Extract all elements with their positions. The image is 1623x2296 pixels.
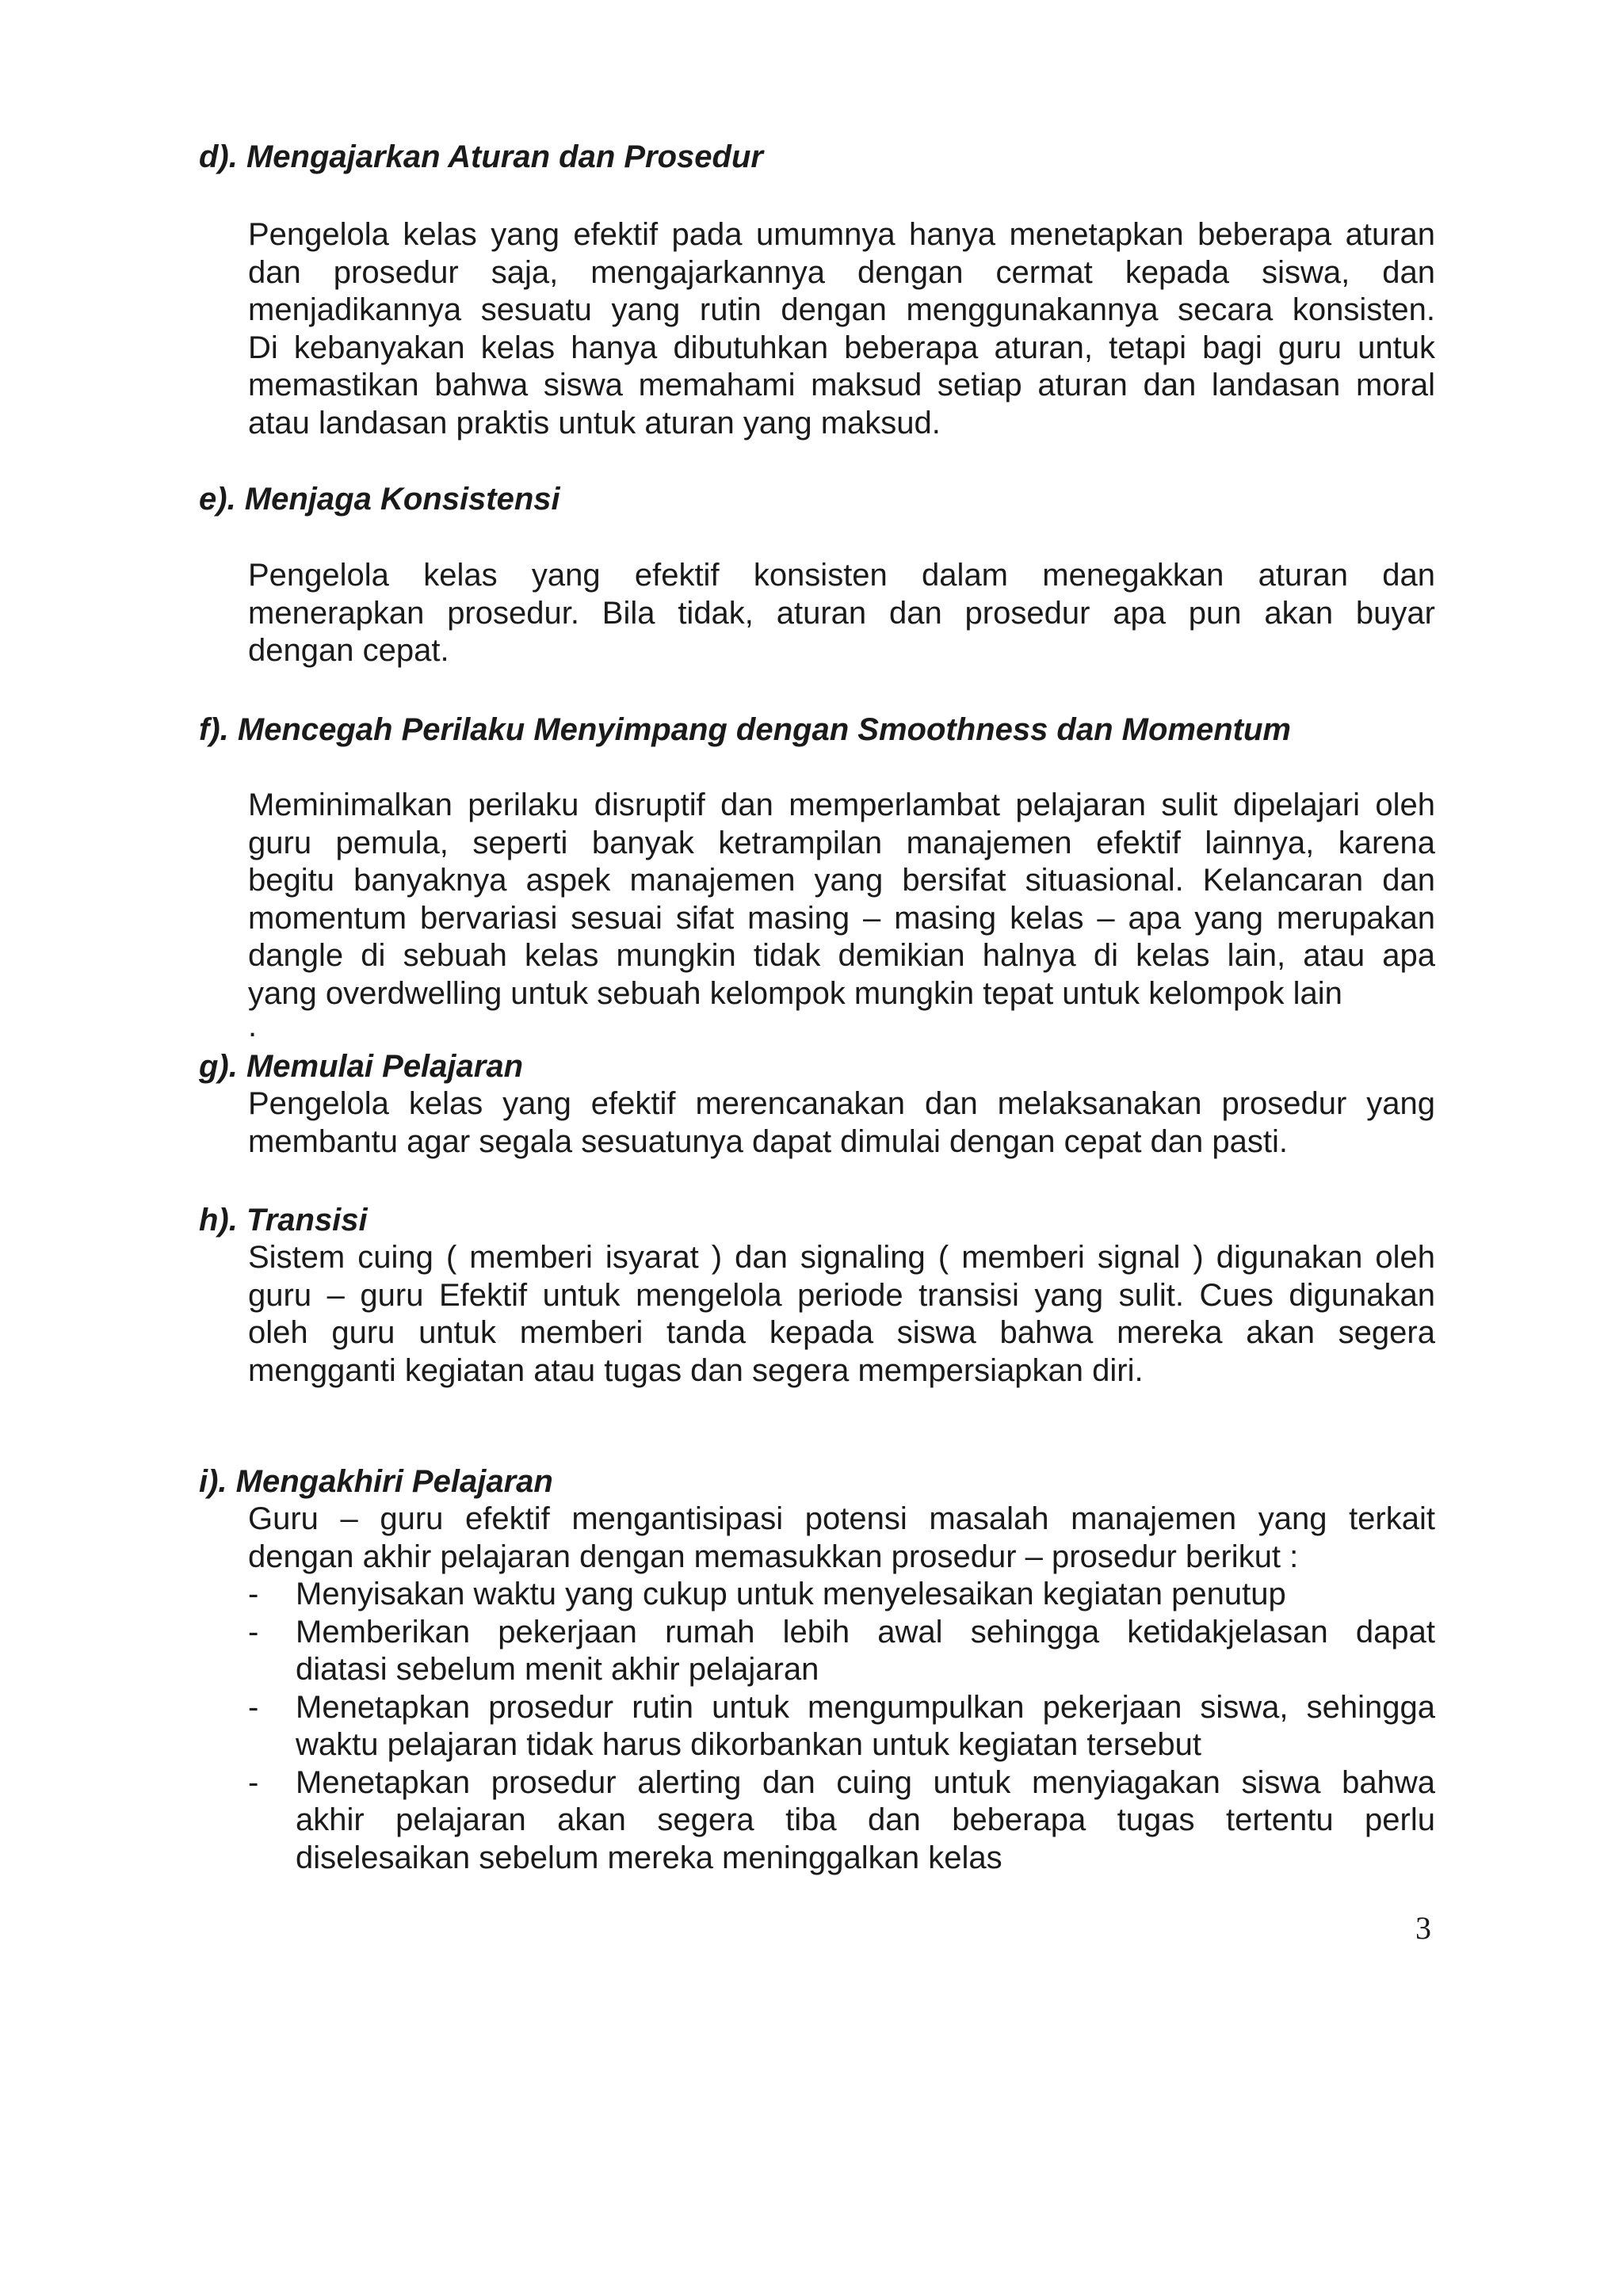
text-line: yang overdwelling untuk sebuah kelompok mungkin tepat untuk kelompok lain bbox=[248, 975, 1342, 1011]
list-item bbox=[248, 1614, 1435, 1689]
section-body-g bbox=[248, 1085, 1435, 1161]
text-line: Menetapkan prosedur rutin untuk mengumpulkan pekerjaan siswa, sehingga bbox=[296, 1689, 1435, 1725]
section-body-d bbox=[248, 216, 1435, 442]
section-body-i bbox=[248, 1501, 1435, 1576]
page-number: 3 bbox=[1415, 1910, 1431, 1946]
list-item bbox=[248, 1689, 1435, 1764]
bullet-dash: - bbox=[248, 1577, 259, 1611]
bullet-dash: - bbox=[248, 1689, 259, 1725]
text-line: akhir pelajaran akan segera tiba dan beberapa tugas tertentu perlu bbox=[296, 1802, 1435, 1837]
bullet-dash: - bbox=[248, 1764, 259, 1800]
list-item bbox=[248, 1764, 1435, 1878]
text-line: Sistem cuing ( memberi isyarat ) dan signaling ( memberi signal ) digunakan oleh bbox=[248, 1240, 1435, 1275]
text-line: membantu agar segala sesuatunya dapat dimulai dengan cepat dan pasti. bbox=[248, 1123, 1289, 1159]
section-heading-g: g). Memulai Pelajaran bbox=[199, 1049, 524, 1084]
text-line: momentum bervariasi sesuai sifat masing – masing kelas – apa yang merupakan bbox=[248, 900, 1435, 936]
text-line: menjadikannya sesuatu yang rutin dengan menggunakannya secara konsisten. bbox=[248, 292, 1435, 327]
text-line: dengan cepat. bbox=[248, 633, 449, 668]
text-line: Guru – guru efektif mengantisipasi potensi masalah manajemen yang terkait bbox=[248, 1501, 1435, 1536]
text-line: memastikan bahwa siswa memahami maksud setiap aturan dan landasan moral bbox=[248, 368, 1435, 402]
text-line: diselesaikan sebelum mereka meninggalkan kelas bbox=[296, 1840, 1002, 1875]
text-line: Meminimalkan perilaku disruptif dan memperlambat pelajaran sulit dipelajari oleh bbox=[248, 788, 1435, 822]
stray-period: . bbox=[248, 1009, 258, 1043]
text-line: menerapkan prosedur. Bila tidak, aturan dan prosedur apa pun akan buyar bbox=[248, 595, 1435, 631]
text-line: Memberikan pekerjaan rumah lebih awal sehingga ketidakjelasan dapat bbox=[296, 1614, 1435, 1650]
section-heading-f: f). Mencegah Perilaku Menyimpang dengan Smoothness dan Momentum bbox=[199, 712, 1291, 747]
text-line: oleh guru untuk memberi tanda kepada siswa bahwa mereka akan segera bbox=[248, 1315, 1435, 1350]
text-line: Menetapkan prosedur alerting dan cuing untuk menyiagakan siswa bahwa bbox=[296, 1764, 1435, 1800]
bullet-dash: - bbox=[248, 1614, 259, 1650]
section-heading-e: e). Menjaga Konsistensi bbox=[199, 482, 560, 517]
text-line: waktu pelajaran tidak harus dikorbankan untuk kegiatan tersebut bbox=[296, 1727, 1201, 1762]
section-body-f bbox=[248, 787, 1435, 1013]
text-line: Pengelola kelas yang efektif konsisten dalam menegakkan aturan dan bbox=[248, 558, 1435, 593]
text-line: dengan akhir pelajaran dengan memasukkan prosedur – prosedur berikut : bbox=[248, 1539, 1299, 1574]
list-item bbox=[248, 1576, 1435, 1614]
text-line: diatasi sebelum menit akhir pelajaran bbox=[296, 1652, 819, 1687]
text-line: Di kebanyakan kelas hanya dibutuhkan beberapa aturan, tetapi bagi guru untuk bbox=[248, 330, 1435, 365]
closing-procedures-list bbox=[248, 1576, 1435, 1877]
text-line: dan prosedur saja, mengajarkannya dengan cermat kepada siswa, dan bbox=[248, 254, 1435, 290]
text-line: mengganti kegiatan atau tugas dan segera mempersiapkan diri. bbox=[248, 1352, 1144, 1388]
text-line: Pengelola kelas yang efektif pada umumnya hanya menetapkan beberapa aturan bbox=[248, 217, 1435, 252]
section-heading-i: i). Mengakhiri Pelajaran bbox=[199, 1464, 553, 1499]
section-heading-d: d). Mengajarkan Aturan dan Prosedur bbox=[199, 139, 763, 174]
text-line: dangle di sebuah kelas mungkin tidak demikian halnya di kelas lain, atau apa bbox=[248, 938, 1435, 973]
text-line: Menyisakan waktu yang cukup untuk menyelesaikan kegiatan penutup bbox=[296, 1577, 1286, 1611]
text-line: atau landasan praktis untuk aturan yang maksud. bbox=[248, 405, 941, 441]
section-body-h bbox=[248, 1239, 1435, 1390]
section-heading-h: h). Transisi bbox=[199, 1203, 368, 1238]
section-body-e bbox=[248, 557, 1435, 670]
text-line: guru pemula, seperti banyak ketrampilan manajemen efektif lainnya, karena bbox=[248, 825, 1435, 860]
text-line: guru – guru Efektif untuk mengelola periode transisi yang sulit. Cues digunakan bbox=[248, 1277, 1435, 1313]
text-line: begitu banyaknya aspek manajemen yang bersifat situasional. Kelancaran dan bbox=[248, 863, 1435, 898]
text-line: Pengelola kelas yang efektif merencanakan dan melaksanakan prosedur yang bbox=[248, 1086, 1435, 1121]
